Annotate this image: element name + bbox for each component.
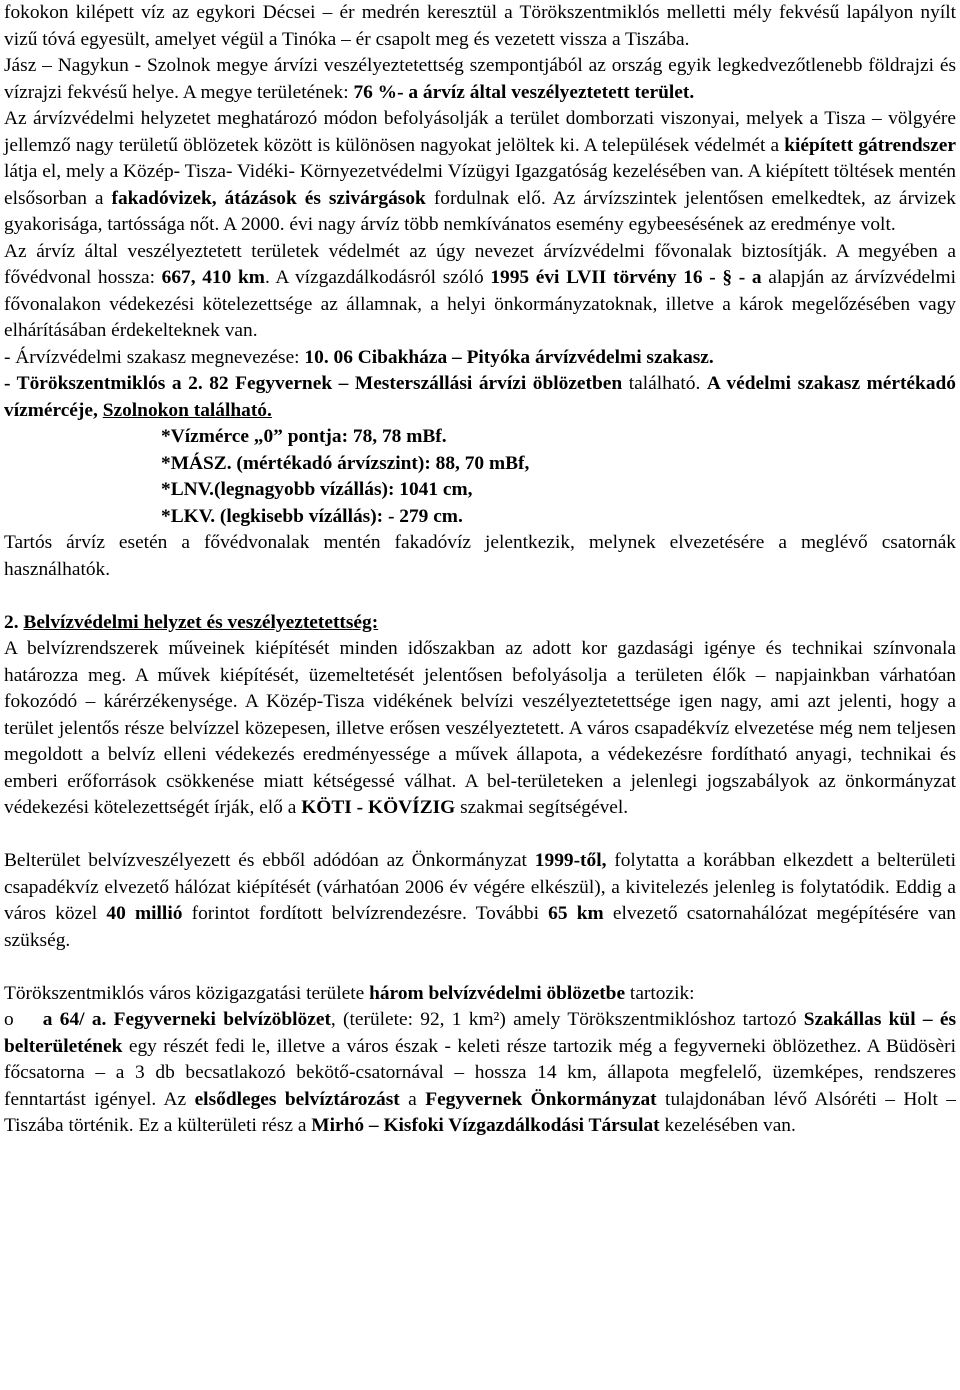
- paragraph-three-basins: [4, 981, 956, 1008]
- bold-text: fakadóvizek, átázások és szivárgások: [111, 187, 426, 209]
- bold-text: kiépített gátrendszer: [784, 134, 956, 156]
- bold-text: Mirhó – Kisfoki Vízgazdálkodási Társulat: [311, 1115, 660, 1136]
- text: elvezető csatornahálózat megépítésére van szükség.: [4, 903, 956, 951]
- text: Jász – Nagykun - Szolnok megye árvízi veszélyeztetettség szempontjából az ország egyik legkedvezőtlenebb földrajzi és vízrajzi fekvésű helye. A megye területének:: [4, 55, 956, 103]
- text: fokokon kilépett víz az egykori Décsei – ér medrén keresztül a Törökszentmiklós melletti mély fekvésű lapályon nyílt vizű tóvá egyesült, amelyet végül a Tinóka – ér csapolt meg és vezetett vissza a Tiszába.: [4, 2, 956, 50]
- paragraph-flood-basin: [4, 371, 956, 424]
- text: fordulnak elő. Az árvízszintek jelentősen emelkedtek, az árvizek gyakorisága, tartóssága nőt. A 2000. évi nagy árvíz több nemkívánatos esemény egybeesésének az eredménye volt.: [4, 187, 956, 235]
- text: Az árvízvédelmi helyzetet meghatározó módon befolyásolják a terület domborzati viszonyai, melyek a Tisza – völgyére jellemző nagy területű öblözetek között is különösen nagyokat jelöltek ki. A települések védelmét a: [4, 108, 956, 156]
- paragraph-county-flood-risk: [4, 53, 956, 106]
- gauge-highest-water-level: *LNV.(legnagyobb vízállás): 1041 cm,: [161, 479, 473, 500]
- blank-line: [4, 583, 956, 610]
- bold-text: 667, 410 km: [161, 267, 265, 288]
- text: - Árvízvédelmi szakasz megnevezése:: [4, 346, 305, 368]
- bold-text: A védelmi szakasz mértékadó vízmércéje,: [4, 373, 956, 421]
- gauge-lowest-water-level: *LKV. (legkisebb vízállás): - 279 cm.: [161, 505, 463, 527]
- text: Belterület belvízveszélyezett és ebből adódóan az Önkormányzat: [4, 850, 535, 871]
- bold-text: elsődleges belvíztározást: [194, 1088, 400, 1110]
- bold-text: 40 millió: [106, 903, 183, 924]
- bold-text: 10. 06 Cibakháza – Pityóka árvízvédelmi szakasz.: [304, 346, 714, 368]
- blank-line: [4, 822, 956, 849]
- text: Tartós árvíz esetén a fővédvonalak mentén fakadóvíz jelentkezik, melynek elvezetésére a meglévő csatornák használhatók.: [4, 532, 956, 580]
- text: tulajdonában lévő Alsóréti – Holt – Tiszába történik. Ez a külterületi rész a: [4, 1088, 956, 1136]
- text: folytatta a korábban elkezdett a belterületi csapadékvíz elvezető hálózat kiépítését (várhatóan 2006 év végére elkészül), a kivitelezés jelenleg is folytatódik. Eddig a város közel: [4, 850, 957, 924]
- text: a: [399, 1088, 426, 1110]
- text: kezelésében van.: [659, 1115, 796, 1136]
- bold-text: három belvízvédelmi öblözetbe: [369, 982, 626, 1004]
- bold-text: KÖTI - KÖVÍZIG: [301, 797, 456, 818]
- bold-text: 76 %- a árvíz által veszélyeztetett terület.: [353, 81, 695, 103]
- text: A belvízrendszerek műveinek kiépítését minden időszakban az adott kor gazdasági igénye és technikai színvonala határozza meg. A művek kiépítését, üzemeltetését jelentősen befolyásolja a területen élők – napjainkban várhatóan fokozódó – kárérzékenysége. A Közép-Tisza vidékének belvízi veszélyeztetettsége igen nagy, ami azt jelenti, hogy a terület jelentős része belvízzel közepesen, illetve erősen veszélyeztetett. A város csapadékvíz elvezetése még nem teljesen megoldott a belvíz elleni védekezés eredményessége a művek állapota, a védekezésre fordítható anyagi, technikai és emberi erőforrások csökkenése miatt kétségessé válhat. A bel-területeken a jelenlegi jogszabályok az önkormányzat védekezési kötelezettségét írják, elő a: [4, 638, 956, 818]
- section-number: 2.: [4, 611, 24, 633]
- paragraph-flood-protection: [4, 106, 956, 239]
- text: Törökszentmiklós város közigazgatási területe: [4, 982, 370, 1004]
- bold-text: 1995 évi LVII törvény 16 - § - a: [490, 267, 762, 288]
- paragraph-main-defence-lines: [4, 239, 956, 345]
- bold-text: 65 km: [548, 903, 604, 924]
- bold-text: Fegyvernek Önkormányzat: [425, 1088, 657, 1110]
- text: tartozik:: [625, 982, 695, 1004]
- paragraph-fegyvernek-basin: [4, 1007, 956, 1140]
- gauge-zero-point: *Vízmérce „0” pontja: 78, 78 mBf.: [161, 426, 447, 447]
- gauge-design-flood-level: *MÁSZ. (mértékadó árvízszint): 88, 70 mBf,: [161, 452, 530, 474]
- paragraph-seepage-water: [4, 530, 956, 583]
- paragraph-inner-area-drainage: [4, 848, 956, 954]
- blank-line: [4, 954, 956, 981]
- text: forintot fordított belvízrendezésre. További: [182, 903, 549, 924]
- bold-text: a 64/ a. Fegyverneki belvízöblözet: [42, 1009, 331, 1030]
- section-title: Belvízvédelmi helyzet és veszélyeztetettség:: [23, 611, 379, 633]
- gauge-data-list: [4, 424, 956, 530]
- bold-text: 1999-től,: [534, 850, 607, 871]
- underlined-bold-text: Szolnokon található.: [102, 399, 272, 421]
- text: egy részét fedi le, illetve a város észak - keleti része tartozik még a fegyverneki öblözethez. A Büdösèri főcsatorna – a 3 db becsatlakozó bekötő-csatornával – hossza 14 km, állapota megfelelő, üzemképes, rendszeres fenntartást igényel. Az: [4, 1035, 956, 1110]
- paragraph-defence-section-name: [4, 345, 956, 372]
- text: . A vízgazdálkodásról szóló: [264, 267, 491, 288]
- text: látja el, mely a Közép- Tisza- Vidéki- Környezetvédelmi Vízügyi Igazgatóság kezelésében van. A kiépített töltések mentén elsősorban a: [4, 161, 956, 209]
- text: alapján az árvízvédelmi fővonalakon védekezési kötelezettsége az államnak, a helyi önkormányzatoknak, illetve a károk megelőzésében vagy elhárításában érdekelteknek van.: [4, 267, 956, 341]
- list-bullet: o: [4, 1009, 43, 1030]
- paragraph-inland-water-systems: [4, 636, 956, 822]
- bold-text: Szakállas kül – és belterületének: [4, 1009, 956, 1057]
- text: található.: [622, 373, 707, 394]
- paragraph-decsei-er: [4, 0, 956, 53]
- section-heading-2: [4, 610, 956, 637]
- bold-text: - Törökszentmiklós a 2. 82 Fegyvernek – Mesterszállási árvízi öblözetben: [4, 373, 623, 394]
- text: szakmai segítségével.: [455, 797, 629, 818]
- text: Az árvíz által veszélyeztetett területek védelmét az úgy nevezet árvízvédelmi fővonalak biztosítják. A megyében a fővédvonal hossza:: [4, 240, 956, 288]
- text: , (területe: 92, 1 km²) amely Törökszentmiklóshoz tartozó: [330, 1009, 804, 1030]
